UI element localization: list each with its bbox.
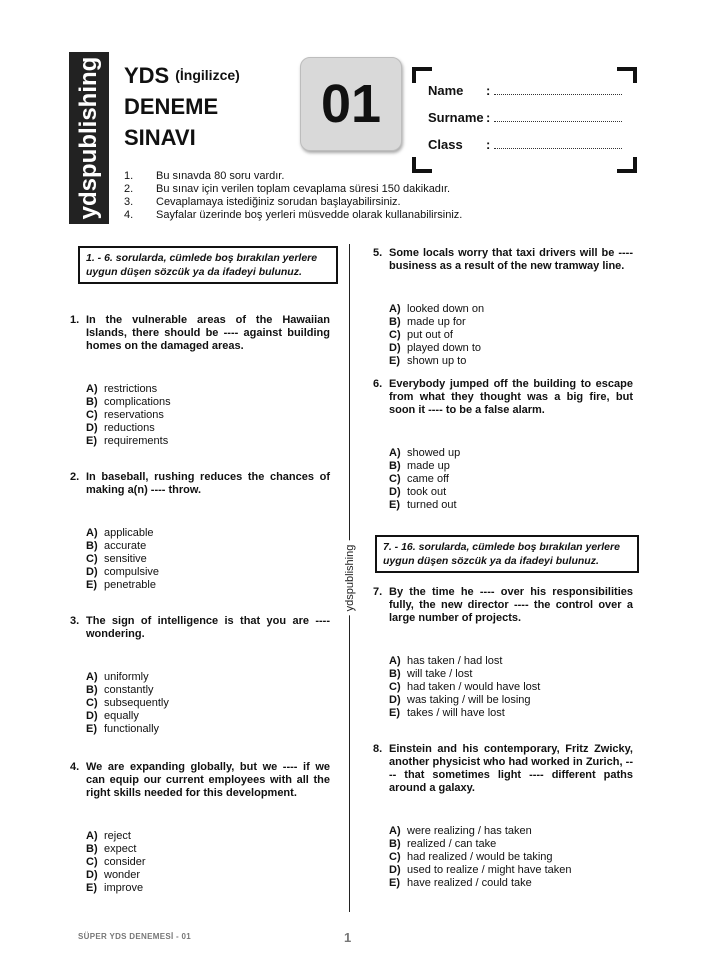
- surname-colon: :: [486, 110, 491, 125]
- frame-corner-bottom-right: [617, 157, 637, 173]
- option-a[interactable]: A) showed up: [389, 447, 461, 459]
- option-e[interactable]: E) functionally: [86, 723, 160, 735]
- surname-blank[interactable]: [494, 112, 622, 122]
- rule-item: 1. Bu sınavda 80 soru vardır.: [124, 170, 285, 182]
- option-c[interactable]: C) had taken / would have lost: [389, 681, 541, 693]
- question-text: By the time he ---- over his responsibilities fully, the new director ---- the control over a large number of projects.: [389, 586, 633, 624]
- option-a[interactable]: A) reject: [86, 830, 131, 842]
- question-8: 8. Einstein and his contemporary, Fritz Zwicky, another physicist who had worked in Zurich, ---- that sometimes light ---- different paths around a galaxy. A) were realizing / has taken B) realized / can take C) had realized / would be taking D) used to realize / might have taken E) have realized / could take: [373, 743, 633, 889]
- option-b[interactable]: B) accurate: [86, 540, 147, 552]
- option-e[interactable]: E) penetrable: [86, 579, 156, 591]
- option-a[interactable]: A) applicable: [86, 527, 154, 539]
- option-b[interactable]: B) will take / lost: [389, 668, 473, 680]
- question-3: 3. The sign of intelligence is that you are ---- wondering. A) uniformly B) constantly C) subsequently D) equally E) functionally: [70, 615, 330, 735]
- option-b[interactable]: B) realized / can take: [389, 838, 497, 850]
- rule-item: 3. Cevaplamaya istediğiniz sorudan başlayabilirsiniz.: [124, 196, 401, 208]
- exam-number-box: [300, 57, 402, 151]
- rule-item: 4. Sayfalar üzerinde boş yerleri müsvedde olarak kullanabilirsiniz.: [124, 209, 463, 221]
- surname-label: Surname: [428, 110, 484, 125]
- side-brand-label: ydspublishing: [344, 541, 356, 616]
- option-c[interactable]: C) sensitive: [86, 553, 147, 565]
- option-d[interactable]: D) was taking / will be losing: [389, 694, 531, 706]
- name-blank[interactable]: [494, 85, 622, 95]
- instruction-box-left: 1. - 6. sorularda, cümlede boş bırakılan yerlere uygun düşen sözcük ya da ifadeyi bulunuz.: [78, 246, 338, 284]
- question-6: 6. Everybody jumped off the building to escape from what they thought was a big fire, but soon it ---- to be a false alarm. A) showed up B) made up C) came off D) took out E) turned out: [373, 378, 633, 511]
- option-d[interactable]: D) took out: [389, 486, 447, 498]
- question-text: The sign of intelligence is that you are ---- wondering.: [86, 615, 330, 640]
- option-d[interactable]: D) wonder: [86, 869, 141, 881]
- option-e[interactable]: E) have realized / could take: [389, 877, 532, 889]
- option-d[interactable]: D) compulsive: [86, 566, 160, 578]
- option-e[interactable]: E) improve: [86, 882, 144, 894]
- option-b[interactable]: B) expect: [86, 843, 137, 855]
- brand-bar: [69, 52, 109, 224]
- option-c[interactable]: C) put out of: [389, 329, 453, 341]
- name-colon: :: [486, 83, 491, 98]
- frame-corner-top-right: [617, 67, 637, 83]
- question-4: 4. We are expanding globally, but we ---- if we can equip our current employees with all the right skills needed for this development. A) reject B) expect C) consider D) wonder E) improve: [70, 761, 330, 894]
- option-d[interactable]: D) equally: [86, 710, 139, 722]
- option-a[interactable]: A) were realizing / has taken: [389, 825, 532, 837]
- option-a[interactable]: A) uniformly: [86, 671, 149, 683]
- option-c[interactable]: C) came off: [389, 473, 449, 485]
- question-7: 7. By the time he ---- over his responsibilities fully, the new director ---- the control over a large number of projects. A) has taken / had lost B) will take / lost C) had taken / would have lost D) was taking / will be losing E) takes / will have lost: [373, 586, 633, 719]
- option-a[interactable]: A) restrictions: [86, 383, 158, 395]
- class-field[interactable]: [428, 137, 622, 152]
- title-sinavi: SINAVI: [124, 125, 196, 150]
- option-e[interactable]: E) shown up to: [389, 355, 467, 367]
- option-c[interactable]: C) subsequently: [86, 697, 169, 709]
- option-d[interactable]: D) used to realize / might have taken: [389, 864, 572, 876]
- class-blank[interactable]: [494, 139, 622, 149]
- option-b[interactable]: B) made up for: [389, 316, 466, 328]
- question-text: In baseball, rushing reduces the chances of making a(n) ---- throw.: [86, 471, 330, 496]
- option-a[interactable]: A) looked down on: [389, 303, 485, 315]
- question-text: We are expanding globally, but we ---- if we can equip our current employees with all the right skills needed for this development.: [86, 761, 330, 799]
- title-yds: YDS: [124, 63, 170, 88]
- option-c[interactable]: C) had realized / would be taking: [389, 851, 553, 863]
- option-e[interactable]: E) turned out: [389, 499, 457, 511]
- question-text: In the vulnerable areas of the Hawaiian Islands, there should be ---- against building homes on the damaged areas.: [86, 314, 330, 352]
- class-label: Class: [428, 137, 463, 152]
- footer-title: SÜPER YDS DENEMESİ - 01: [78, 932, 192, 941]
- question-text: Einstein and his contemporary, Fritz Zwicky, another physicist who had worked in Zurich, ---- that sometimes light ---- different paths around a galaxy.: [389, 743, 633, 794]
- option-e[interactable]: E) takes / will have lost: [389, 707, 505, 719]
- question-text: Some locals worry that taxi drivers will be ---- business as a result of the new tramway line.: [389, 247, 633, 272]
- title-deneme: DENEME: [124, 94, 219, 119]
- option-c[interactable]: C) reservations: [86, 409, 164, 421]
- question-1: 1. In the vulnerable areas of the Hawaiian Islands, there should be ---- against building homes on the damaged areas. A) restrictions B) complications C) reservations D) reductions E) requirements: [70, 314, 330, 447]
- option-b[interactable]: B) made up: [389, 460, 450, 472]
- question-5: 5. Some locals worry that taxi drivers will be ---- business as a result of the new tramway line. A) looked down on B) made up for C) put out of D) played down to E) shown up to: [373, 247, 633, 367]
- option-d[interactable]: D) played down to: [389, 342, 481, 354]
- exam-number: 01: [320, 74, 382, 134]
- surname-field[interactable]: [428, 110, 622, 125]
- option-b[interactable]: B) constantly: [86, 684, 154, 696]
- frame-corner-top-left: [412, 67, 432, 83]
- class-colon: :: [486, 137, 491, 152]
- option-a[interactable]: A) has taken / had lost: [389, 655, 503, 667]
- brand-logo-text: ydspublishing: [75, 56, 102, 220]
- option-d[interactable]: D) reductions: [86, 422, 155, 434]
- exam-title: [124, 60, 240, 153]
- option-c[interactable]: C) consider: [86, 856, 146, 868]
- page-number: 1: [344, 930, 352, 945]
- option-e[interactable]: E) requirements: [86, 435, 169, 447]
- rule-item: 2. Bu sınav için verilen toplam cevaplama süresi 150 dakikadır.: [124, 183, 451, 195]
- name-label: Name: [428, 83, 464, 98]
- question-text: Everybody jumped off the building to escape from what they thought was a big fire, but soon it ---- to be a false alarm.: [389, 378, 633, 416]
- title-language: (İngilizce): [175, 67, 240, 83]
- exam-rules: [124, 170, 462, 222]
- option-b[interactable]: B) complications: [86, 396, 171, 408]
- name-field[interactable]: [428, 83, 622, 98]
- question-2: 2. In baseball, rushing reduces the chances of making a(n) ---- throw. A) applicable B) accurate C) sensitive D) compulsive E) penetrable: [70, 471, 330, 591]
- instruction-box-right: 7. - 16. sorularda, cümlede boş bırakılan yerlere uygun düşen sözcük ya da ifadeyi bulunuz.: [375, 535, 639, 573]
